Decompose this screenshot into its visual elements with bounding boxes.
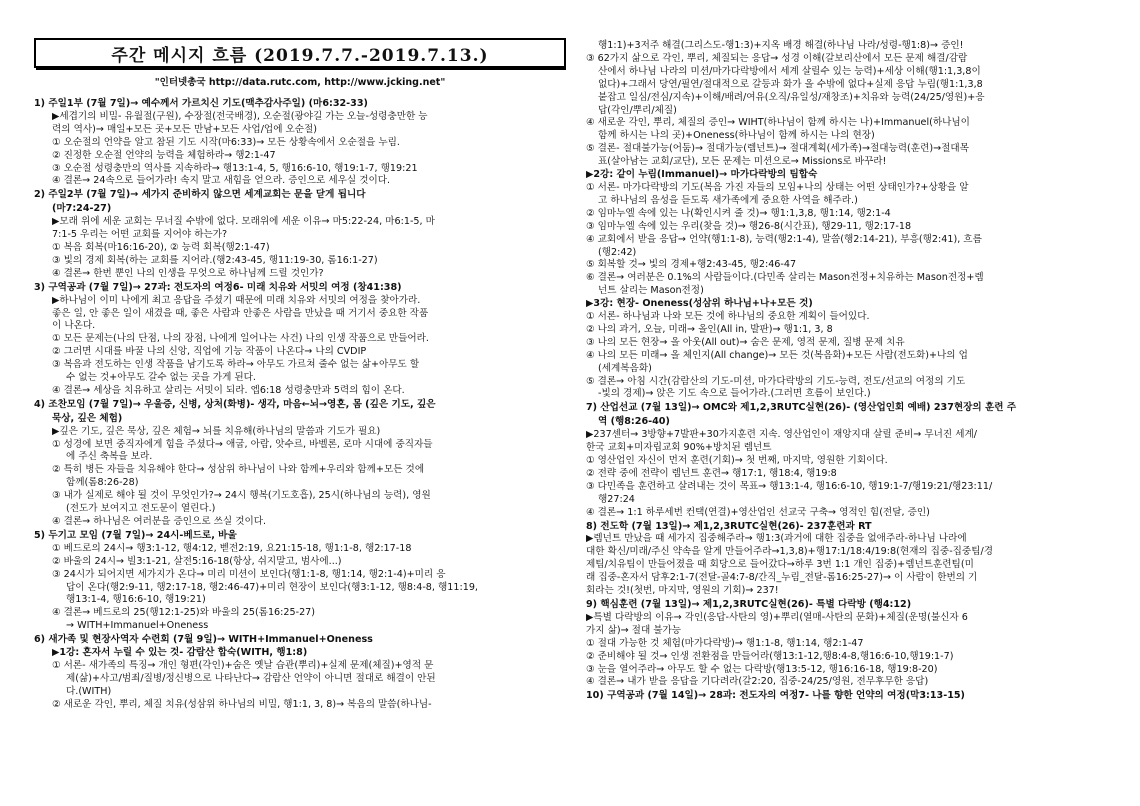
right-column-line: 행27:24 [598, 493, 635, 505]
left-column-line: ② 바울의 24시→ 빌3:1-21, 살전5:16-18(항상, 쉬지말고, 범사에...) [52, 555, 342, 567]
left-column-line: 좋은 일, 안 좋은 일이 새겼을 때, 좋은 사람과 안좋은 사람을 만났을 때 거기서 중요한 작품 [52, 307, 429, 319]
left-column-line: 행13:1-4, 행16:6-10, 행19:21) [66, 594, 206, 606]
left-column-line: ① 서론- 새가족의 특징→ 개인 형편(각인)+숨은 옛날 습관(뿌리)+실제 문제(체질)+영적 문 [52, 659, 434, 671]
right-column-line: ④ 새로운 각인, 뿌리, 체질의 증인→ WIHT(하나님이 함께 하시는 나)+Immanuel(하나님이 [586, 117, 970, 129]
right-column-line: ▶237센터→ 3방향+7발판+30가지훈련 지속. 영산업인이 재앙지대 살릴 준비→ 무너진 세계/ [586, 429, 977, 441]
right-column-line: ③ 임마누엘 속에 있는 우리(찾을 것)→ 행26-8(시간표), 행29-11, 행2:17-18 [586, 220, 912, 232]
right-column-line: ⑤ 결론- 절대불가능(어둠)→ 절대가능(렘넌트)→ 절대계획(세가족)→절대능력(훈련)→절대목 [586, 143, 969, 155]
left-column-line: ④ 결론→ 하나님은 여러분을 증인으로 쓰실 것이다. [52, 516, 267, 527]
right-column-line: 없다)+그래서 당연/필연/절대적으로 갈등과 화가 올 수밖에 없다+실제 응답 누림(행1:1,3,8 [598, 78, 983, 90]
left-column-line: ② 새로운 각인, 뿌리, 체질 치유(성삼위 하나님의 비밀, 행1:1, 3, 8)→ 복음의 말씀(하나님- [52, 698, 432, 710]
right-column-line: 7) 산업선교 (7월 13일)→ OMC와 제1,2,3RUTC실현(26)- (영산업인회 예배) 237현장의 훈련 주 [586, 402, 1017, 414]
right-column-line: 답(각인/뿌리/체질) [598, 104, 677, 116]
left-column-line: 2) 주일2부 (7월 7일)→ 세가지 준비하지 않으면 세계교회는 문을 닫게 됩니다 [34, 189, 366, 201]
right-column-line: 고 하나님의 음성을 듣도록 새가족에게 중요한 사역을 해주라.) [598, 194, 858, 206]
right-column-line: 표(살아남는 교회/교단), 모든 문제는 미션으로→ Missions로 바꾸라! [598, 156, 887, 168]
right-column-line: ▶3강: 현장- Oneness(성삼위 하나님+나+모든 것) [586, 298, 813, 310]
left-column-line: 함께(롬8:26-28) [66, 477, 139, 489]
left-column [34, 0, 566, 806]
right-column-line: ⑤ 결론→ 아침 시간(감람산의 기도-미션, 마가다락방의 기도-능력, 전도/선교의 여정의 기도 [586, 375, 966, 387]
left-column-line: ▶모래 위에 세운 교회는 무너질 수밖에 없다. 모래위에 세운 이유→ 마5:22-24, 마6:1-5, 마 [52, 216, 435, 228]
right-column-line: ② 나의 과거, 오늘, 미래→ 올인(All in, 발판)→ 행1:1, 3, 8 [586, 323, 833, 335]
left-column-line: ① 베드로의 24시→ 행3:1-12, 행4:12, 벧전2:19, 요21:15-18, 행1:1-8, 행2:17-18 [52, 542, 412, 554]
page-subtitle: "인터넷총국 http://data.rutc.com, http://www.jcking.net" [154, 77, 446, 88]
left-column-line: 제(삶)+사고/범죄/질병/정신병으로 나타난다→ 감람산 언약이 아니면 절대로 해결이 안된 [66, 672, 436, 684]
left-column-line: 6) 새가족 및 현장사역자 수련회 (7월 9일)→ WITH+Immanuel+Oneness [34, 634, 373, 646]
left-column-line: ① 성경에 보면 중직자에게 힘을 주셨다→ 애굽, 아람, 앗수르, 바벨론, 로마 시대에 중직자들 [52, 438, 433, 450]
right-column-line: 한국 교회+미자립교회 90%+방치된 렘넌트 [586, 442, 772, 454]
left-column-line: ① 복음 회복(마16:16-20), ② 능력 회복(행2:1-47) [52, 241, 270, 253]
right-column-line: ② 전략 중에 전략이 렘넌트 훈련→ 행17:1, 행18:4, 행19:8 [586, 467, 837, 479]
right-body [586, 40, 1106, 703]
right-column-line: ④ 결론→ 내가 받을 응답을 기다려라(갈2:20, 집중-24/25/영원, 전무후무한 응답) [586, 676, 929, 688]
left-column-line: ▶1강: 혼자서 누릴 수 있는 것- 감람산 합숙(WITH, 행1:8) [52, 647, 308, 659]
right-column-line: ▶2강: 같이 누림(Immanuel)→ 마가다락방의 팀합숙 [586, 169, 818, 181]
right-column-line: ⑥ 결론→ 여러분은 0.1%의 사람들이다.(다민족 살리는 Mason전정+치유하는 Mason전정+렘 [586, 272, 984, 284]
left-column-line: ④ 결론→ 베드로의 25(행12:1-25)와 바울의 25(롬16:25-27) [52, 607, 316, 619]
right-column-line: ① 절대 가능한 것 체험(마가다락방)→ 행1:1-8, 행1:14, 행2:1-47 [586, 637, 864, 649]
left-column-line: 에 주신 축복을 보라. [66, 451, 153, 463]
left-column-line: 3) 구역공과 (7월 7일)→ 27과: 전도자의 여정6- 미래 치유와 서밋의 여정 (창41:38) [34, 281, 402, 293]
right-column-line: ④ 나의 모든 미래→ 올 체인지(All change)→ 모든 것(복음화)+모든 사람(전도화)+나의 업 [586, 349, 968, 361]
right-column-line: ① 서론- 마가다락방의 기도(복음 가진 자들의 모임+나의 상태는 어떤 상태인가?+상황을 알 [586, 181, 969, 193]
right-column-line: 넌트 살리는 Mason전정) [598, 285, 704, 297]
right-column-line: ② 준비해야 될 것→ 인생 전환점을 만들어라(행13:1-12,행8:4-8,행16:6-10,행19:1-7) [586, 650, 954, 662]
right-column-line: 산에서 하나님 나라의 미션/마가다락방에서 세계 살릴수 있는 능력)+세상 이해(행1:1,3,8이 [598, 65, 981, 77]
left-column-line: ② 진정한 오순절 언약의 능력을 체험하라→ 행2:1-47 [52, 149, 276, 161]
left-column-line: 4) 조찬모임 (7월 7일)→ 우울증, 신병, 상처(화병)- 생각, 마음←뇌→영혼, 몸 (깊은 기도, 깊은 [34, 398, 436, 410]
left-column-line: ▶세겹기의 비밀- 유월절(구원), 수장절(전국배경), 오순절(광야길 가는 오늘-성령충만한 능 [52, 110, 428, 122]
right-column-line: 가지 삶)→ 절대 불가능 [586, 624, 682, 636]
left-column-line: 수 없는 것+아무도 갈수 없는 곳을 가게 된다. [66, 372, 256, 384]
left-column-line: ② 특히 병든 자들을 치유해야 한다→ 성삼위 하나님이 나와 함께+우리와 함께+모든 것에 [52, 464, 425, 476]
right-column-line: 함께 하시는 나의 곳)+Oneness(하나님이 함께 하시는 나의 현장) [598, 130, 875, 142]
left-column-line: (마7:24-27) [52, 203, 112, 215]
left-column-line: 다.(WITH) [66, 685, 112, 697]
left-column-line: ④ 결론→ 세상을 치유하고 살리는 서밋이 되라. 엡6:18 성령충만과 5력의 힘이 온다. [52, 384, 405, 396]
right-column-line: ③ 다민족을 훈련하고 살려내는 것이 목표→ 행13:1-4, 행16:6-10, 행19:1-7/행19:21/행23:11/ [586, 480, 993, 492]
left-body [34, 98, 566, 712]
title-box [34, 38, 566, 68]
right-column [586, 0, 1106, 806]
page-title: 주간 메시지 흐름 (2019.7.7.-2019.7.13.) [111, 45, 489, 66]
right-column-line: 행1:1)+3저주 해결(그리스도-행1:3)+지옥 배경 해결(하나님 나라/성령-행1:8)→ 증인! [598, 40, 964, 51]
left-column-line: ③ 24시가 되어지면 세가지가 온다→ 미리 미션이 보인다(행1:1-8, 행1:14, 행2:1-4)+미리 응 [52, 568, 446, 580]
right-column-line: ③ 나의 모든 현장→ 올 아웃(All out)→ 숨은 문제, 영적 문제, 질병 문제 치유 [586, 336, 905, 348]
left-column-line: 묵상, 깊은 체험) [52, 412, 123, 424]
left-column-line: ④ 결론→ 24속으로 들어가라! 속지 말고 새힘을 얻으라. 증인으로 세우실 것이다. [52, 175, 391, 187]
right-column-line: 역 (행8:26-40) [598, 416, 670, 428]
left-column-line: (전도가 보여지고 전도문이 열린다.) [66, 503, 216, 515]
left-column-line: ③ 복음과 전도하는 인생 작품을 남기도록 하라→ 아무도 가르쳐 줄수 없는 삶+아무도 할 [52, 359, 420, 371]
left-column-line: ③ 빛의 경제 회복(하는 교회를 지어라.(행2:43-45, 행11:19-30, 롬16:1-27) [52, 254, 378, 266]
right-column-line: ④ 결론→ 1:1 하루세번 컨택(연결)+영산업인 선교국 구축→ 영적인 힘(전달, 증인) [586, 506, 930, 518]
left-column-line: ③ 오순절 성령충만의 역사를 지속하라→ 행13:1-4, 5, 행16:6-10, 행19:1-7, 행19:21 [52, 162, 418, 174]
right-column-line: 8) 전도학 (7월 13일)→ 제1,2,3RUTC실현(26)- 237훈련과 RT [586, 520, 872, 532]
right-column-line: ② 임마누엘 속에 있는 나(확인시켜 줄 것)→ 행1:1,3,8, 행1:14, 행2:1-4 [586, 207, 891, 219]
left-column-line: ① 모든 문제는(나의 단점, 나의 장점, 나에게 일어나는 사건) 나의 인생 작품으로 만들어라. [52, 333, 429, 345]
left-column-line: ④ 결론→ 한번 뿐인 나의 인생을 무엇으로 하나님께 드릴 것인가? [52, 267, 324, 279]
right-column-line: 대한 확신/미래/주신 약속을 알게 만들어주라→1,3,8)+행17:1/18:4/19:8(현재의 집중-집중팀/경 [586, 546, 993, 558]
left-column-line: ▶하나님이 이미 나에게 최고 응답을 주셨기 때문에 미래 치유와 서밋의 여정을 찾아가라. [52, 294, 421, 306]
right-column-line: ⑤ 회복할 것→ 빛의 경제+행2:43-45, 행2:46-47 [586, 259, 797, 271]
right-column-line: 제팀/치유팀이 만들어졌을 때 회당으로 들어갔다→하루 3번 1:1 개인 집중)+렘넌트훈련팀(미 [586, 559, 974, 571]
right-column-line: ▶렘넌트 만났을 때 세가지 집중해주라→ 행1:3(과거에 대한 집중을 없애주라-하나님 나라에 [586, 533, 967, 545]
left-column-line: ② 그러면 시대를 바꿀 나의 신앙, 직업에 기능 작품이 나온다→ 나의 CVDIP [52, 346, 367, 358]
right-column-line: -빛의 경제)→ 앉은 기도 속으로 들어가라.(그러면 흐름이 보인다.) [598, 388, 871, 400]
right-column-line: (행2:42) [598, 246, 637, 258]
right-column-line: ③ 62가지 삶으로 각인, 뿌리, 체질되는 응답→ 성경 이해(갈보리산에서 모든 문제 해결/감람 [586, 52, 968, 64]
left-column-line: 5) 두기고 모임 (7월 7일)→ 24시-베드로, 바울 [34, 529, 237, 541]
right-column-line: (세계복음화) [598, 362, 652, 374]
left-column-line: 이 나온다. [52, 320, 96, 332]
left-column-line: ① 오순절의 언약을 알고 참된 기도 시작(마6:33)→ 모든 상황속에서 오순절을 누림. [52, 136, 400, 148]
right-column-line: ③ 눈을 열어주라→ 아무도 할 수 없는 다락방(행13:5-12, 행16:16-18, 행19:8-20) [586, 663, 938, 675]
left-column-line: → WITH+Immanuel+Oneness [66, 620, 209, 632]
right-column-line: ▶특별 다락방의 이유→ 각인(응답-사탄의 영)+뿌리(열매-사탄의 문화)+체질(운명(불신자 6 [586, 611, 968, 623]
left-column-line: 답이 온다(행2:9-11, 행2:17-18, 행2:46-47)+미리 현장이 보인다(행3:1-12, 행8:4-8, 행11:19, [66, 581, 478, 593]
left-column-line: 1) 주일1부 (7월 7일)→ 예수께서 가르치신 기도(맥추감사주일) (마6:32-33) [34, 98, 368, 109]
right-column-line: 9) 핵심훈련 (7월 13일)→ 제1,2,3RUTC실현(26)- 특별 다락방 (행4:12) [586, 598, 912, 610]
right-column-line: 래 집중-혼자서 담후2:1-7(전달-골4:7-8/간직_누림_전달-롬16:25-27)→ 이 사람이 한번의 기 [586, 572, 978, 584]
left-column-line: ③ 내가 실제로 해야 될 것이 무엇인가?→ 24시 행복(기도호흡), 25시(하나님의 능력), 영원 [52, 490, 431, 502]
left-column-line: ▶깊은 기도, 깊은 묵상, 깊은 체험→ 뇌를 치유해(하나님의 말씀과 기도가 필요) [52, 425, 381, 437]
right-column-line: ① 영산업인 자신이 먼저 훈련(기회)→ 첫 번째, 마지막, 영원한 기회이다. [586, 455, 888, 466]
left-column-line: 7:1-5 우리는 어떤 교회를 지어야 하는가? [52, 229, 228, 241]
right-column-line: ④ 교회에서 받을 응답→ 언약(행1:1-8), 능력(행2:1-4), 말씀(행2:14-21), 부흥(행2:41), 흐름 [586, 233, 982, 245]
left-column-line: 력의 역사)→ 매일+모든 곳+모든 만남+모든 사업/업에 오순절) [52, 123, 318, 135]
right-column-line: 붙잡고 일심/전심/지속)+이해/배려/여유(오직/유일성/재창조)+치유와 능력(24/25/영원)+응 [598, 91, 985, 103]
right-column-line: 10) 구역공과 (7월 14일)→ 28과: 전도자의 여정7- 나를 향한 언약의 여정(막3:13-15) [586, 690, 965, 702]
right-column-line: 회라는 것!(첫번, 마지막, 영원의 기회)→ 237! [586, 585, 779, 597]
right-column-line: ① 서론- 하나님과 나와 모든 것에 하나님의 중요한 계획이 들어있다. [586, 311, 870, 323]
